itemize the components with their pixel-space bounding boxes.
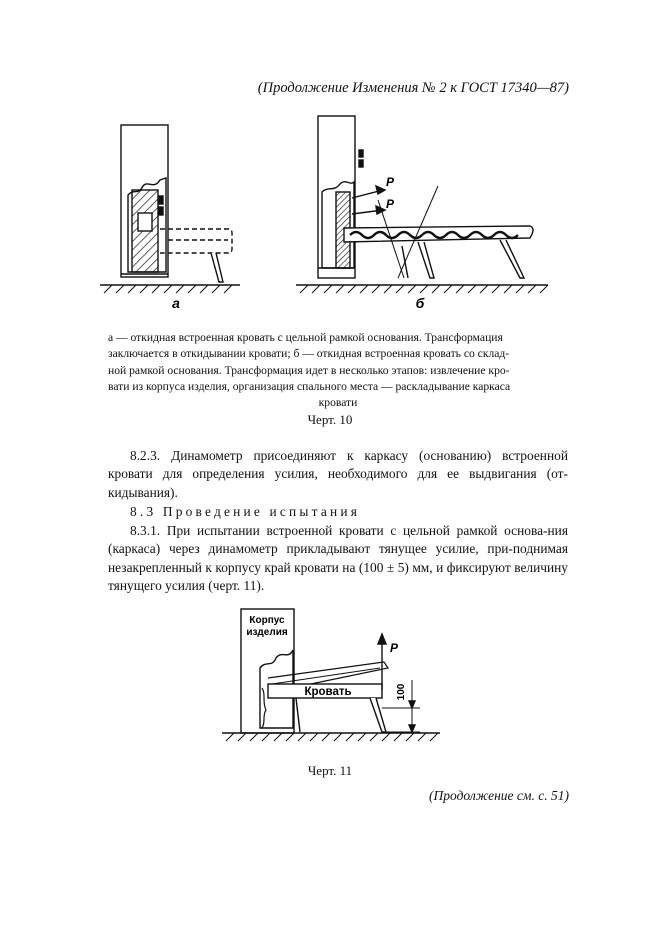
bed-label: Кровать <box>304 686 352 698</box>
paragraph-8-3-1: 8.3.1. При испытании встроенной кровати с цельной рамкой основа-ния (каркаса) через динамометр прикладывают тянущее усилие, при-поднимая незакрепленный к корпусу край кровати на (100 ± 5) мм, и фиксируют величину тянущего усилия (черт. 11). <box>108 523 568 594</box>
figure-10a <box>100 125 240 293</box>
label-a: а <box>172 295 180 311</box>
caption-line: заключается в откидывании кровати; б — откидная встроенная кровать со склад- <box>108 347 510 361</box>
label-b: б <box>415 295 425 311</box>
bed-leg-front <box>500 240 524 278</box>
caption-line: вати из корпуса изделия, организация спального места — раскладывание каркаса <box>108 379 511 393</box>
section-heading-8-3: 8.3 Проведение испытания <box>130 504 361 519</box>
figure-11 <box>0 600 661 760</box>
floor-hatching <box>300 285 548 293</box>
figure-11-title: Черт. 11 <box>307 763 353 778</box>
floor-hatching <box>104 285 232 293</box>
bed-leg <box>211 253 223 282</box>
figure-10-title: Черт. 10 <box>307 412 353 427</box>
page-footer: (Продолжение см. с. 51) <box>429 788 569 803</box>
bed-leg <box>370 698 386 732</box>
force-label: P <box>390 641 399 655</box>
figure-10 <box>0 0 661 330</box>
body-label-line2: изделия <box>246 627 288 638</box>
force-label-2: P <box>386 197 395 211</box>
page-header: (Продолжение Изменения № 2 к ГОСТ 17340—87) <box>257 80 569 96</box>
bed-leg-middle <box>418 242 434 278</box>
caption-line: кровати <box>318 396 358 410</box>
paragraph-8-2-3: 8.2.3. Динамометр присоединяют к каркасу (основанию) встроенной кровати для определения усилия, необходимого для ее выдвигания (от-кидывания). <box>108 448 568 500</box>
floor-hatching <box>226 733 438 741</box>
bed-unfolded-outline <box>160 229 232 253</box>
figure-10-caption <box>108 330 568 411</box>
figure-10b <box>296 116 548 293</box>
dimension-label: 100 <box>396 683 407 701</box>
body-label-line1: Корпус <box>249 615 285 626</box>
caption-line: а — откидная встроенная кровать с цельной рамкой основания. Трансформация <box>108 331 503 344</box>
force-label-1: P <box>386 175 395 189</box>
caption-line: ной рамкой основания. Трансформация идет в несколько этапов: извлечение кро- <box>108 363 510 377</box>
